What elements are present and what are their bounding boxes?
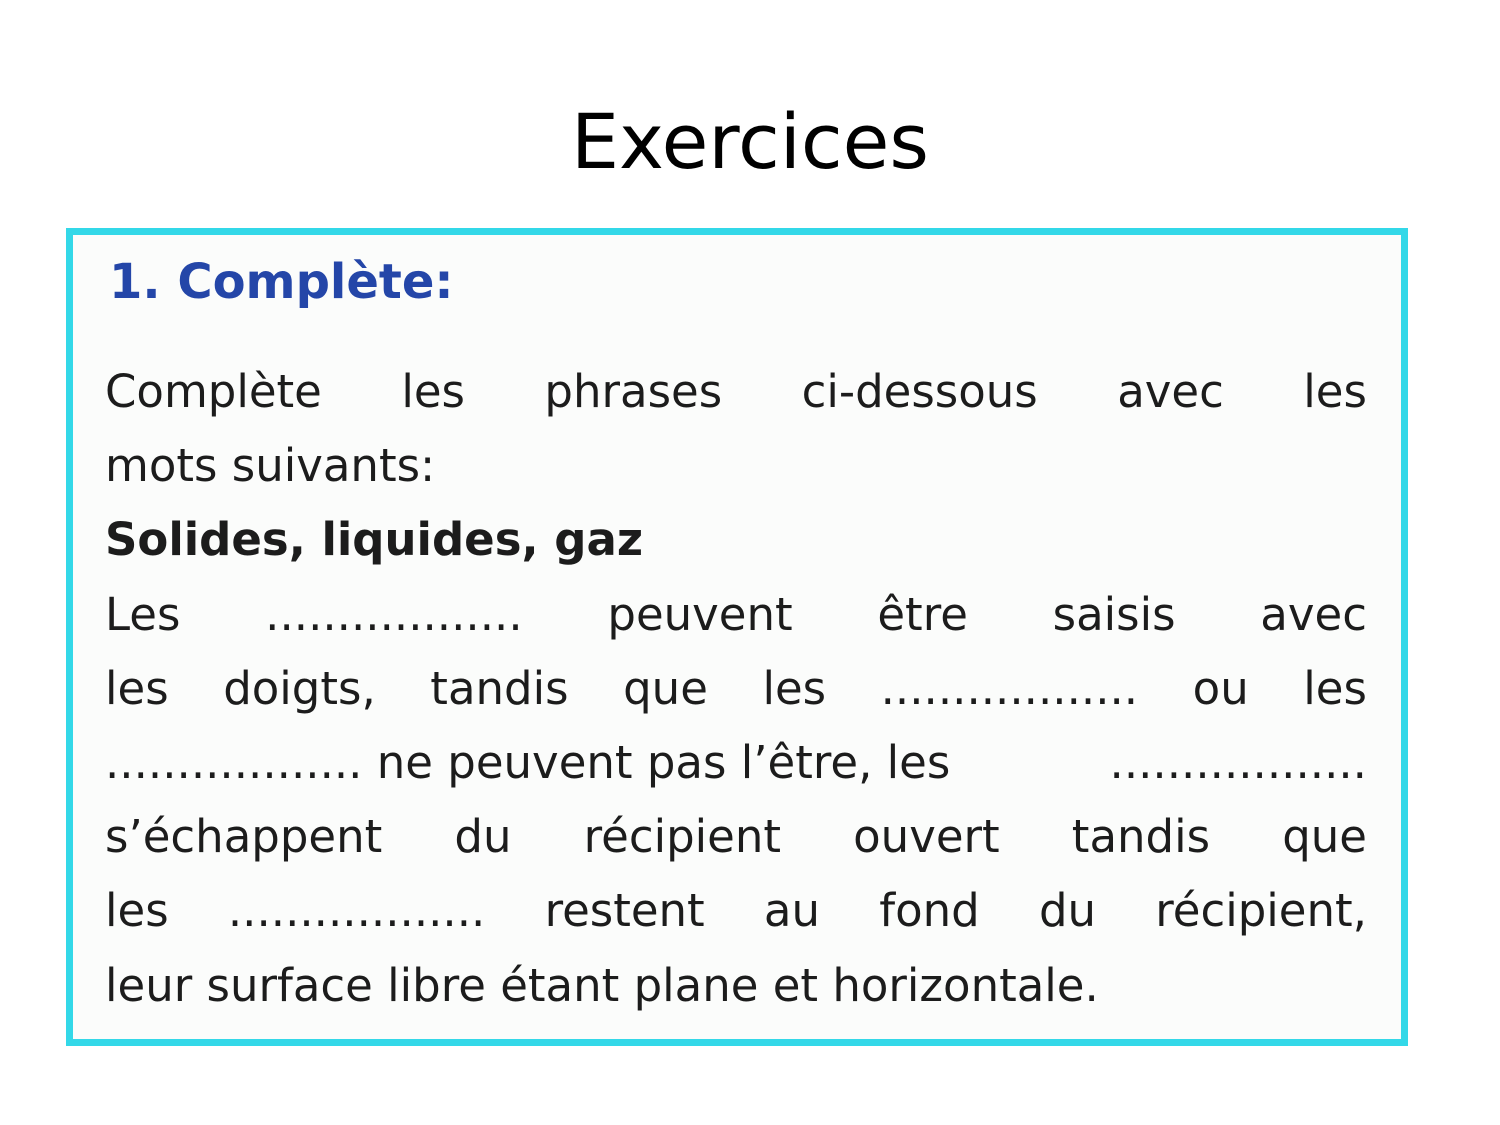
word: tandis (430, 661, 569, 715)
exercise-body (105, 355, 1367, 1023)
blank: .................. (265, 587, 523, 641)
word: ouvert (853, 810, 1000, 864)
text-line-2 (105, 652, 1367, 726)
word: les (401, 365, 465, 418)
word: tandis (1071, 810, 1211, 864)
word: ou (1192, 661, 1249, 715)
exercise-heading: 1. Complète: (109, 254, 454, 310)
word: avec (1260, 587, 1367, 641)
word: Complète (105, 365, 322, 418)
exercise-box (66, 228, 1408, 1046)
word: les (762, 661, 827, 715)
text-line-1 (105, 578, 1367, 652)
word-bank: Solides, liquides, gaz (105, 513, 644, 567)
word: au (763, 884, 821, 938)
word: que (623, 661, 708, 715)
word: du (1038, 884, 1097, 938)
word: avec (1117, 365, 1224, 418)
word: fond (879, 884, 980, 938)
phrase: .................. ne peuvent pas l’être, les (105, 735, 951, 789)
word: peuvent (607, 587, 793, 641)
word: doigts, (223, 661, 376, 715)
blank: .................. (227, 884, 486, 938)
word: récipient, (1155, 884, 1367, 938)
text-line-4 (105, 800, 1367, 874)
instruction-line-1 (105, 355, 1367, 429)
instruction-line-2: mots suivants: (105, 439, 436, 493)
word: être (877, 587, 968, 641)
word: s’échappent (105, 810, 383, 864)
text-line-6: leur surface libre étant plane et horizontale. (105, 958, 1099, 1012)
word: Les (105, 587, 181, 641)
word: phrases (544, 365, 723, 418)
word: que (1282, 810, 1367, 864)
blank: .................. (880, 661, 1139, 715)
word: du (454, 810, 512, 864)
word: les (1303, 661, 1367, 715)
word: récipient (583, 810, 781, 864)
slide-title: Exercices (570, 97, 930, 186)
blank: .................. (1109, 735, 1367, 789)
word: les (105, 884, 169, 938)
word: les (1303, 365, 1367, 418)
word: les (105, 661, 169, 715)
text-line-5 (105, 874, 1367, 948)
word: saisis (1052, 587, 1176, 641)
word: restent (544, 884, 705, 938)
text-line-3 (105, 726, 1367, 800)
word: ci-dessous (801, 365, 1038, 418)
